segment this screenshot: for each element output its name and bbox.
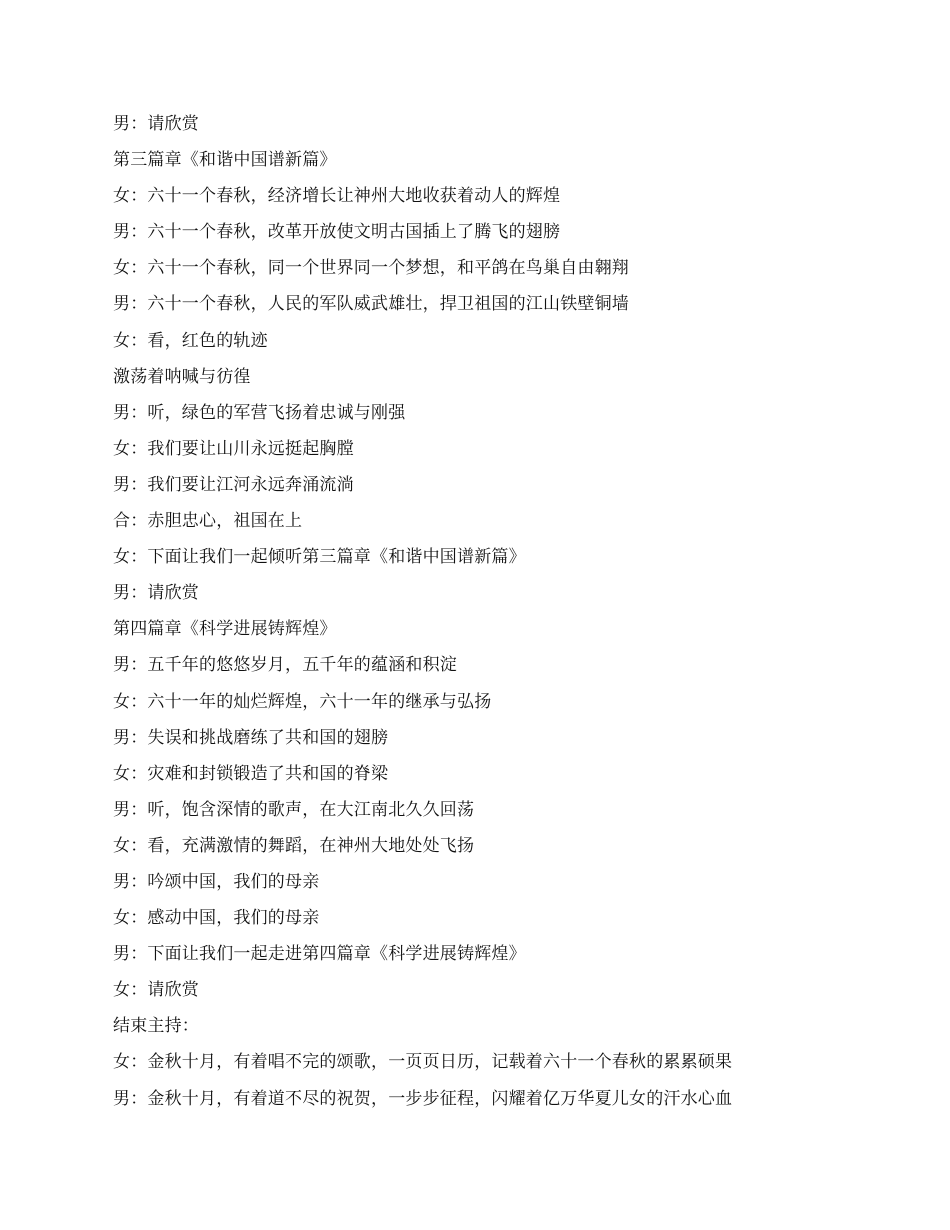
text-line: 女：六十一年的灿烂辉煌，六十一年的继承与弘扬 [113,691,492,712]
document-body [113,106,833,1117]
text-line: 男：下面让我们一起走进第四篇章《科学进展铸辉煌》 [113,944,526,965]
text-line: 女：感动中国，我们的母亲 [113,908,320,929]
text-line: 男：听，饱含深情的歌声，在大江南北久久回荡 [113,799,475,820]
text-line: 男：金秋十月，有着道不尽的祝贺，一步步征程，闪耀着亿万华夏儿女的汗水心血 [113,1088,733,1109]
text-line: 女：看，充满激情的舞蹈，在神州大地处处飞扬 [113,835,475,856]
text-line: 男：五千年的悠悠岁月，五千年的蕴涵和积淀 [113,655,457,676]
text-line: 女：请欣赏 [113,980,199,1001]
text-line: 男：失误和挑战磨练了共和国的翅膀 [113,727,389,748]
section-heading: 结束主持： [113,1016,199,1037]
text-line: 女：下面让我们一起倾听第三篇章《和谐中国谱新篇》 [113,547,526,568]
text-line: 男：六十一个春秋，人民的军队威武雄壮，捍卫祖国的江山铁壁铜墙 [113,294,629,315]
text-line: 男：请欣赏 [113,114,199,134]
text-line: 女：我们要让山川永远挺起胸膛 [113,438,354,459]
text-line: 男：六十一个春秋，改革开放使文明古国插上了腾飞的翅膀 [113,222,561,243]
section-heading: 第四篇章《科学进展铸辉煌》 [113,619,337,640]
text-line: 合：赤胆忠心，祖国在上 [113,511,303,532]
text-line: 男：吟颂中国，我们的母亲 [113,871,320,892]
text-line: 女：金秋十月，有着唱不完的颂歌，一页页日历，记载着六十一个春秋的累累硕果 [113,1052,733,1073]
text-line: 女：看，红色的轨迹 [113,330,268,351]
text-line: 女：灾难和封锁锻造了共和国的脊梁 [113,763,389,784]
text-line: 男：我们要让江河永远奔涌流淌 [113,474,354,495]
text-line: 男：听，绿色的军营飞扬着忠诚与刚强 [113,402,406,423]
text-line: 女：六十一个春秋，同一个世界同一个梦想，和平鸽在鸟巢自由翱翔 [113,258,629,279]
section-heading: 第三篇章《和谐中国谱新篇》 [113,150,337,171]
text-line: 男：请欣赏 [113,583,199,604]
text-line: 激荡着呐喊与彷徨 [113,366,251,387]
text-line: 女：六十一个春秋，经济增长让神州大地收获着动人的辉煌 [113,186,561,207]
